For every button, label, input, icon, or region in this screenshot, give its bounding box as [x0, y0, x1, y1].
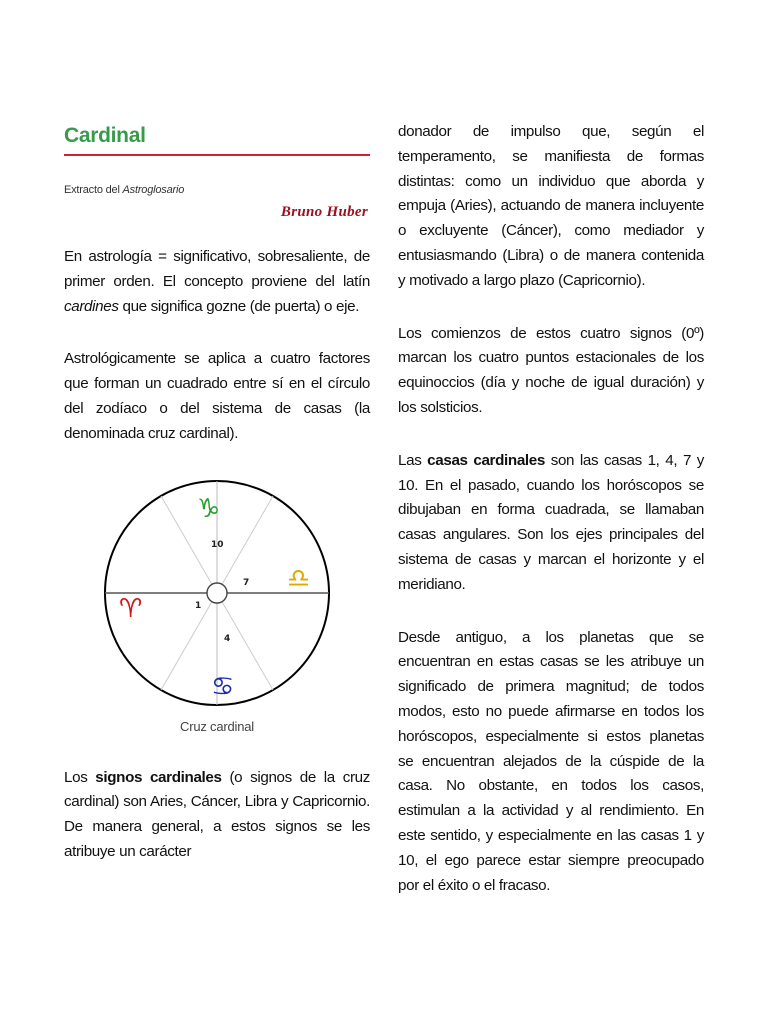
paragraph-text: (o signos de la cruz cardinal) son Aries, Cáncer, Libra y Capricornio. De manera general, a estos signos se les atribuye un carácter [64, 768, 371, 860]
cardinal-cross-figure [64, 475, 370, 734]
paragraph-cardinal-signs [64, 766, 370, 865]
bold-term: signos cardinales [95, 768, 222, 786]
paragraph-cardinal-houses [398, 449, 704, 598]
italic-term: cardines [64, 297, 119, 315]
cancer-glyph-icon: ♋ [211, 671, 235, 702]
paragraph-seasonal-points: Los comienzos de estos cuatro signos (0º) marcan los cuatro puntos estacionales de los equinoccios (día y noche de igual duración) y los solsticios. [398, 324, 704, 416]
paragraph-continuation: donador de impulso que, según el temperamento, se manifiesta de formas distintas: como un individuo que aborda y empuja (Aries), actuando de manera incluyente o excluyente (Cáncer), como mediador y entusiasmando (Libra) o de manera contenida y motivado a largo plazo (Capricornio). [398, 123, 704, 289]
extract-note [64, 184, 370, 196]
house-division-line [161, 601, 212, 689]
paragraph-text: que significa gozne (de puerta) o eje. [118, 297, 360, 315]
paragraph-text: Las [398, 451, 428, 469]
paragraph-astrology: Astrológicamente se aplica a cuatro factores que forman un cuadrado entre sí en el círculo del zodíaco o del sistema de casas (la denominada cruz cardinal). [64, 350, 370, 442]
house-number-label: 10 [211, 539, 224, 550]
house-division-line [222, 496, 273, 584]
right-column [398, 120, 704, 926]
author-signature: Bruno Huber [280, 204, 368, 220]
paragraph-definition [64, 245, 370, 319]
left-column [64, 120, 370, 893]
capricorn-glyph-icon: ♑ [197, 493, 221, 524]
aries-glyph-icon: ♈ [119, 593, 143, 624]
title-underline [64, 154, 370, 156]
bold-term: casas cardinales [427, 451, 545, 469]
house-number-label: 4 [224, 633, 231, 644]
center-circle [207, 583, 227, 603]
libra-glyph-icon: ♎ [287, 563, 311, 594]
figure-caption: Cruz cardinal [180, 718, 254, 734]
paragraph-text: son las casas 1, 4, 7 y 10. En el pasado, cuando los horóscopos se dibujaban en forma cuadrada, se llamaban casas angulares. Son los ejes principales del sistema de casas y marcan el horizonte y el meridiano. [398, 451, 704, 593]
paragraph-text: Los [64, 768, 96, 786]
extract-source: Astroglosario [122, 184, 185, 196]
extract-prefix: Extracto del [64, 184, 123, 196]
house-number-label: 7 [243, 577, 250, 588]
house-number-label: 1 [195, 600, 202, 611]
paragraph-planets: Desde antiguo, a los planetas que se encuentran en estas casas se les atribuye un significado de primera magnitud; de todos modos, esto no puede afirmarse en todos los horóscopos, especialmente si estos planetas se encuentran alejados de la cúspide de la casa. No obstante, en todos los casos, estimulan a la actividad y al rendimiento. En este sentido, y especialmente en las casas 1 y 10, el ego parece estar siempre preocupado por el éxito o el fracaso. [398, 628, 704, 894]
page-title: Cardinal [64, 124, 146, 147]
cardinal-cross-diagram [119, 475, 311, 711]
paragraph-text: En astrología = significativo, sobresaliente, de primer orden. El concepto proviene del latín [64, 248, 370, 290]
